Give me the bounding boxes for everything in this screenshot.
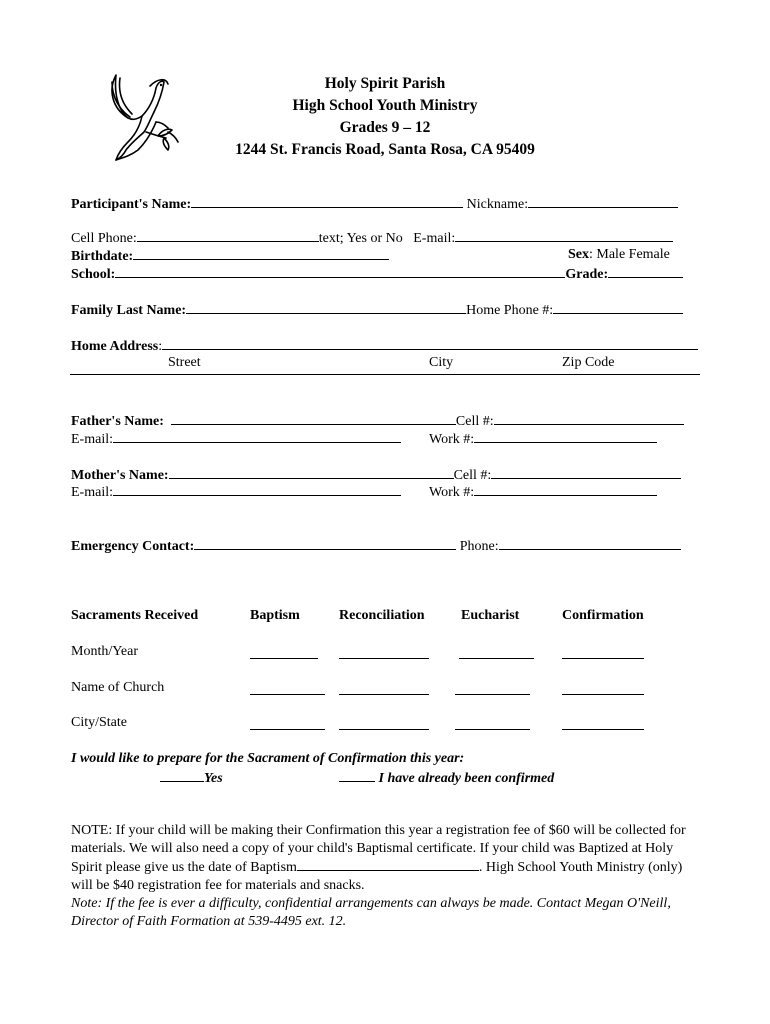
- nickname-field[interactable]: [528, 195, 678, 208]
- participant-name-field[interactable]: [191, 195, 463, 208]
- emergency-phone-label: Phone:: [459, 539, 499, 554]
- emergency-phone-field[interactable]: [499, 537, 681, 550]
- sex-row: [568, 247, 670, 264]
- fee-note-text-2: . High School Youth Ministry (only) will be $40 registration fee for materials and snacks.: [71, 860, 683, 893]
- birthdate-field[interactable]: [133, 247, 389, 260]
- reconciliation-city-state-field[interactable]: [339, 717, 429, 730]
- cell-phone-label: Cell Phone:: [71, 231, 137, 246]
- family-last-name-field[interactable]: [186, 301, 466, 314]
- street-label: Street: [168, 355, 201, 370]
- family-last-name-label: Family Last Name:: [71, 303, 187, 318]
- nickname-label: Nickname:: [466, 197, 529, 212]
- father-work-field[interactable]: [474, 430, 657, 443]
- mother-work-row: [429, 483, 657, 502]
- fee-difficulty-note: Note: If the fee is ever a difficulty, confidential arrangements can always be made. Contact Megan O'Neill, Director of Faith Formation at 539-4495 ext. 12.: [71, 896, 671, 929]
- reconciliation-church-field[interactable]: [339, 682, 429, 695]
- father-name-field[interactable]: [171, 412, 456, 425]
- father-cell-field[interactable]: [494, 412, 684, 425]
- participant-email-label: E-mail:: [413, 231, 456, 246]
- mother-name-field[interactable]: [169, 466, 454, 479]
- confirmation-city-state-field[interactable]: [562, 717, 644, 730]
- confirmation-yes-option[interactable]: [160, 769, 223, 788]
- birthdate-row: [71, 247, 389, 266]
- school-field[interactable]: [115, 265, 565, 278]
- father-work-label: Work #:: [429, 432, 475, 447]
- mother-work-field[interactable]: [474, 483, 657, 496]
- mother-cell-label: Cell #:: [453, 468, 492, 483]
- zip-code-label: Zip Code: [562, 355, 615, 370]
- confirmation-prompt: I would like to prepare for the Sacrament of Confirmation this year:: [71, 751, 465, 766]
- column-baptism: Baptism: [250, 608, 300, 623]
- father-email-field[interactable]: [113, 430, 401, 443]
- fee-note-text: NOTE: If your child will be making their Confirmation this year a registration fee of $60 will be collected for materials. We will also need a copy of your child's Baptismal certificate. If your child was Baptized at Holy Spirit please give us the date of Baptism: [71, 823, 686, 875]
- family-name-row: [71, 301, 683, 320]
- row-name-of-church: Name of Church: [71, 680, 165, 695]
- father-name-row: [71, 412, 684, 431]
- eucharist-church-field[interactable]: [455, 682, 530, 695]
- mother-name-label: Mother's Name:: [71, 468, 169, 483]
- eucharist-month-year-field[interactable]: [459, 646, 534, 659]
- participant-name-row: [71, 195, 678, 214]
- reconciliation-month-year-field[interactable]: [339, 646, 429, 659]
- mother-name-row: [71, 466, 681, 485]
- column-eucharist: Eucharist: [461, 608, 520, 623]
- home-address-colon: :: [158, 339, 163, 354]
- cell-phone-row: [71, 229, 673, 248]
- mother-email-field[interactable]: [113, 483, 401, 496]
- baptism-church-field[interactable]: [250, 682, 325, 695]
- already-confirmed-label: I have already been confirmed: [375, 771, 555, 786]
- column-reconciliation: Reconciliation: [339, 608, 425, 623]
- baptism-city-state-field[interactable]: [250, 717, 325, 730]
- participant-name-label: Participant's Name:: [71, 197, 192, 212]
- section-divider: [70, 374, 700, 375]
- text-yes-no-label: text; Yes or No: [318, 231, 403, 246]
- eucharist-city-state-field[interactable]: [455, 717, 530, 730]
- cell-phone-field[interactable]: [137, 229, 319, 242]
- birthdate-label: Birthdate:: [71, 249, 134, 264]
- confirmation-month-year-field[interactable]: [562, 646, 644, 659]
- participant-email-field[interactable]: [455, 229, 673, 242]
- mother-email-label: E-mail:: [71, 485, 113, 500]
- grade-label: Grade:: [565, 267, 609, 282]
- grade-field[interactable]: [608, 265, 683, 278]
- mother-work-label: Work #:: [429, 485, 475, 500]
- emergency-contact-field[interactable]: [194, 537, 456, 550]
- father-cell-label: Cell #:: [455, 414, 494, 429]
- baptism-date-field[interactable]: [297, 858, 479, 871]
- sacraments-heading: Sacraments Received: [71, 608, 199, 623]
- home-address-label: Home Address: [71, 339, 159, 354]
- parish-name: Holy Spirit Parish: [324, 75, 446, 92]
- fee-note: [71, 822, 701, 931]
- already-confirmed-option[interactable]: [339, 769, 554, 788]
- grades: Grades 9 – 12: [339, 119, 431, 136]
- confirmation-yes-label: Yes: [204, 771, 223, 786]
- sex-options[interactable]: : Male Female: [589, 247, 670, 262]
- sex-label: Sex: [568, 247, 589, 262]
- row-city-state: City/State: [71, 715, 127, 730]
- father-work-row: [429, 430, 657, 449]
- baptism-month-year-field[interactable]: [250, 646, 318, 659]
- father-email-label: E-mail:: [71, 432, 113, 447]
- confirmation-yes-field[interactable]: [160, 769, 204, 782]
- ministry-name: High School Youth Ministry: [292, 97, 478, 114]
- home-phone-label: Home Phone #:: [466, 303, 554, 318]
- city-label: City: [429, 355, 454, 370]
- home-phone-field[interactable]: [553, 301, 683, 314]
- mother-cell-field[interactable]: [491, 466, 681, 479]
- already-confirmed-field[interactable]: [339, 769, 375, 782]
- row-month-year: Month/Year: [71, 644, 139, 659]
- father-name-label: Father's Name:: [71, 414, 164, 429]
- school-label: School:: [71, 267, 116, 282]
- confirmation-church-field[interactable]: [562, 682, 644, 695]
- school-row: [71, 265, 683, 284]
- parish-address: 1244 St. Francis Road, Santa Rosa, CA 95409: [235, 141, 535, 158]
- emergency-row: [71, 537, 681, 556]
- column-confirmation: Confirmation: [562, 608, 644, 623]
- mother-email-row: [71, 483, 401, 502]
- home-address-field[interactable]: [162, 337, 698, 350]
- father-email-row: [71, 430, 401, 449]
- emergency-contact-label: Emergency Contact:: [71, 539, 195, 554]
- home-address-row: [71, 337, 698, 356]
